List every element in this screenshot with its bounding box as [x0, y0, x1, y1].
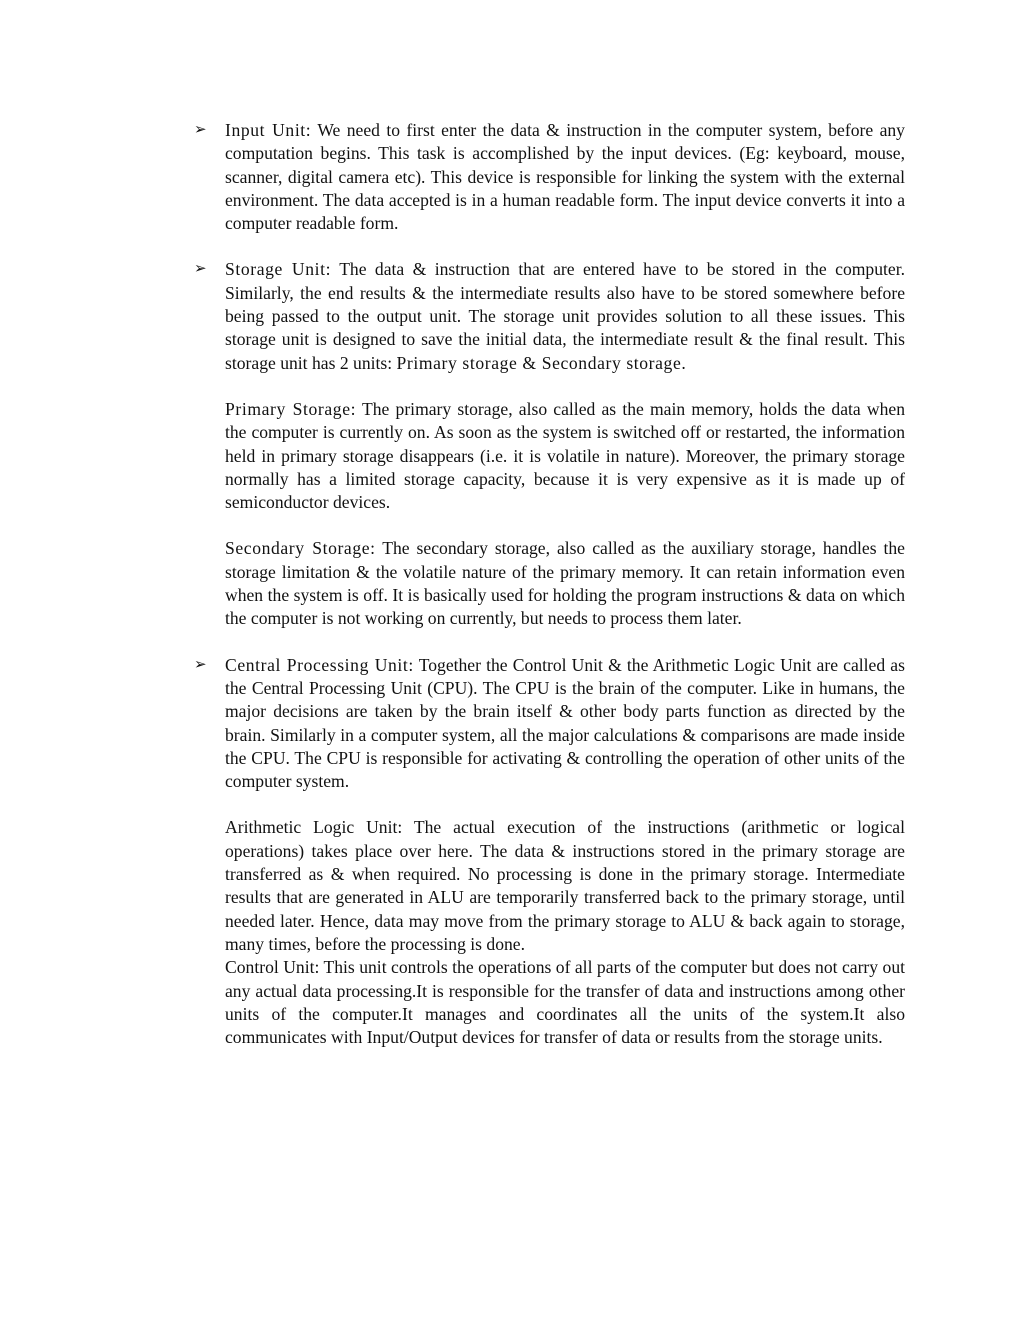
cpu-paragraph: [194, 654, 905, 794]
cpu-text: Together the Control Unit & the Arithmetic Logic Unit are called as the Central Processing Unit (CPU). The CPU is the brain of the computer. Like in humans, the major decisions are taken by the brain itself & other body parts function as directed by the brain. Similarly in a computer system, all the major calculations & comparisons are made inside the CPU. The CPU is responsible for activating & controlling the operation of other units of the computer system.: [225, 654, 905, 792]
control-unit-text: This unit controls the operations of all parts of the computer but does not carry out any actual data processing.It is responsible for the transfer of data and instructions among other units of the computer.It manages and coordinates all the units of the system.It also communicates with Input/Output devices for transfer of data or results from the storage units.: [225, 957, 905, 1048]
primary-storage-title: Primary Storage:: [225, 398, 357, 419]
control-unit-paragraph: [225, 956, 905, 1049]
secondary-storage-title: Secondary Storage:: [225, 538, 376, 559]
alu-title: Arithmetic Logic Unit:: [225, 817, 403, 838]
input-unit-title: Input Unit:: [225, 120, 312, 140]
control-unit-title: Control Unit:: [225, 957, 320, 978]
storage-unit-paragraph: [194, 258, 905, 374]
arrow-bullet-icon: ➢: [194, 656, 207, 673]
input-unit-paragraph: [194, 119, 905, 235]
document-body: [194, 119, 906, 1049]
cpu-title: Central Processing Unit:: [225, 654, 414, 675]
storage-unit-text: The data & instruction that are entered have to be stored in the computer. Similarly, the end results & the intermediate results also have to be stored somewhere before being passed to the output unit. The storage unit provides solution to all these issues. This storage unit is designed to save the initial data, the intermediate result & the final result. This storage unit has 2 units:: [225, 259, 905, 373]
input-unit-text: We need to first enter the data & instruction in the computer system, before any computation begins. This task is accomplished by the input devices. (Eg: keyboard, mouse, scanner, digital camera etc). This device is responsible for linking the system with the external environment. The data accepted is in a human readable form. The input device converts it into a computer readable form.: [225, 120, 905, 234]
alu-text: The actual execution of the instructions (arithmetic or logical operations) takes place over here. The data & instructions stored in the primary storage are transferred as & when required. No processing is done in the primary storage. Intermediate results that are generated in ALU are temporarily transferred back to the primary storage, until needed later. Hence, data may move from the primary storage to ALU & back again to storage, many times, before the processing is done.: [225, 817, 905, 954]
storage-unit-title: Storage Unit:: [225, 259, 332, 280]
secondary-storage-paragraph: [225, 537, 905, 630]
primary-storage-text: The primary storage, also called as the main memory, holds the data when the computer is currently on. As soon as the system is switched off or restarted, the information held in primary storage disappears (i.e. it is volatile in nature). Moreover, the primary storage normally has a limited storage capacity, because it is very expensive as it is made up of semiconductor devices.: [225, 398, 906, 513]
arrow-bullet-icon: ➢: [194, 122, 207, 138]
storage-unit-tail: Primary storage & Secondary storage.: [396, 352, 687, 373]
arrow-bullet-icon: ➢: [194, 261, 207, 278]
alu-paragraph: [225, 816, 905, 956]
primary-storage-paragraph: [225, 398, 905, 514]
secondary-storage-text: The secondary storage, also called as the auxiliary storage, handles the storage limitation & the volatile nature of the primary memory. It can retain information even when the system is off. It is basically used for holding the program instructions & data on which the computer is not working on currently, but needs to process them later.: [225, 538, 905, 629]
